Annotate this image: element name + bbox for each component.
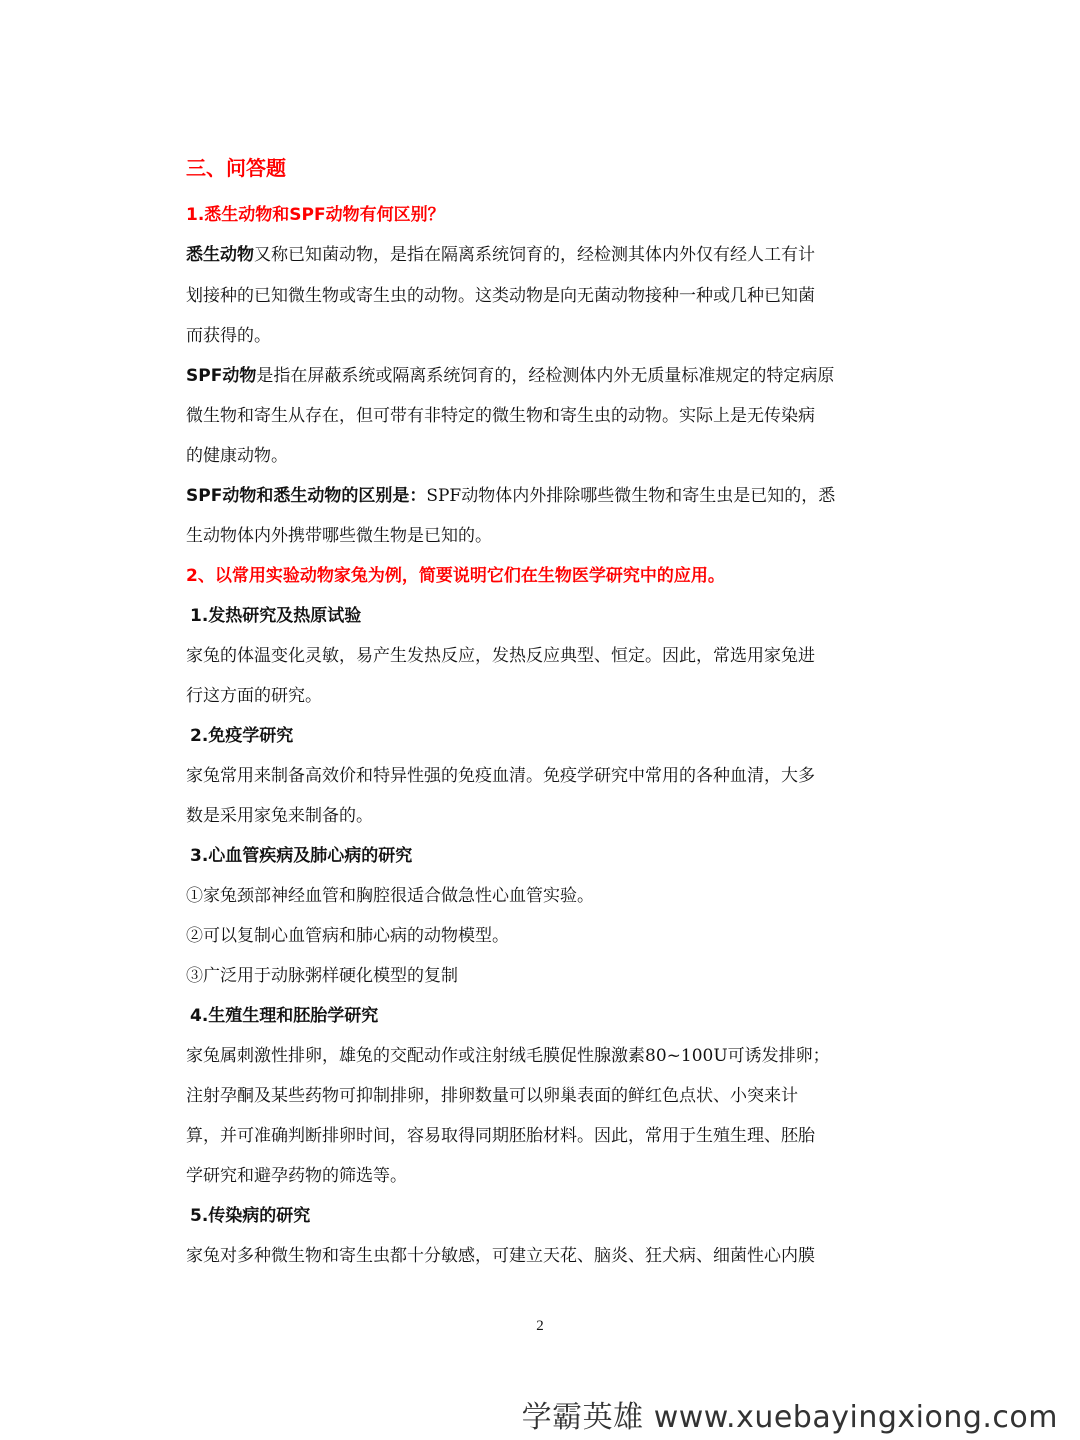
- q2-s1-line-2: 行这方面的研究。: [186, 686, 322, 706]
- q1-paragraph-2-line-2: 微生物和寄生从存在，但可带有非特定的微生物和寄生虫的动物。实际上是无传染病: [186, 406, 815, 426]
- term-spf: SPF动物: [186, 366, 257, 386]
- q1-paragraph-1-line-2: 划接种的已知微生物或寄生虫的动物。这类动物是向无菌动物接种一种或几种已知菌: [186, 286, 815, 306]
- q1-paragraph-3-line-2: 生动物体内外携带哪些微生物是已知的。: [186, 526, 492, 546]
- q2-subheading-3: 3.心血管疾病及肺心病的研究: [190, 846, 413, 866]
- q2-s3-line-2: ②可以复制心血管病和肺心病的动物模型。: [186, 926, 509, 946]
- q1-paragraph-1-line-1: [186, 243, 815, 267]
- q1-paragraph-1-line-3: 而获得的。: [186, 326, 271, 346]
- q1-p3-text: SPF动物体内外排除哪些微生物和寄生虫是已知的，悉: [426, 486, 836, 506]
- q2-s4-line-3: 算，并可准确判断排卵时间，容易取得同期胚胎材料。因此，常用于生殖生理、胚胎: [186, 1126, 815, 1146]
- q1-paragraph-3-line-1: [186, 484, 835, 508]
- q1-paragraph-2-line-3: 的健康动物。: [186, 446, 288, 466]
- q2-s4-line-2: 注射孕酮及某些药物可抑制排卵，排卵数量可以卵巢表面的鲜红色点状、小突来计: [186, 1086, 798, 1106]
- q2-s5-line-1: 家兔对多种微生物和寄生虫都十分敏感，可建立天花、脑炎、狂犬病、细菌性心内膜: [186, 1246, 815, 1266]
- q2-s4-line-1: 家兔属刺激性排卵，雄兔的交配动作或注射绒毛膜促性腺激素80~100U可诱发排卵；: [186, 1046, 830, 1066]
- page-number: 2: [536, 1318, 544, 1334]
- question-1-title: 1.悉生动物和SPF动物有何区别？: [186, 205, 445, 225]
- q2-subheading-1: 1.发热研究及热原试验: [190, 606, 362, 626]
- q1-paragraph-2-line-1: [186, 364, 834, 388]
- term-gnotobiotic: 悉生动物: [186, 245, 254, 265]
- q2-s4-line-4: 学研究和避孕药物的筛选等。: [186, 1166, 407, 1186]
- q2-subheading-2: 2.免疫学研究: [190, 726, 294, 746]
- q2-s3-line-1: ①家兔颈部神经血管和胸腔很适合做急性心血管实验。: [186, 886, 594, 906]
- q1-p1-text: 又称已知菌动物，是指在隔离系统饲育的，经检测其体内外仅有经人工有计: [254, 245, 815, 265]
- section-title: 三、问答题: [186, 156, 286, 180]
- q2-s2-line-1: 家兔常用来制备高效价和特异性强的免疫血清。免疫学研究中常用的各种血清，大多: [186, 766, 815, 786]
- q2-s3-line-3: ③广泛用于动脉粥样硬化模型的复制: [186, 966, 458, 986]
- q1-p2-text: 是指在屏蔽系统或隔离系统饲育的，经检测体内外无质量标准规定的特定病原: [256, 366, 835, 386]
- term-difference: SPF动物和悉生动物的区别是：: [186, 486, 427, 506]
- q2-s2-line-2: 数是采用家兔来制备的。: [186, 806, 373, 826]
- question-2-title: 2、以常用实验动物家兔为例，简要说明它们在生物医学研究中的应用。: [186, 566, 725, 586]
- q2-subheading-4: 4.生殖生理和胚胎学研究: [190, 1006, 379, 1026]
- q2-subheading-5: 5.传染病的研究: [190, 1206, 311, 1226]
- q2-s1-line-1: 家兔的体温变化灵敏，易产生发热反应，发热反应典型、恒定。因此，常选用家兔进: [186, 646, 815, 666]
- site-watermark: 学霸英雄 www.xuebayingxiong.com: [521, 1400, 1058, 1435]
